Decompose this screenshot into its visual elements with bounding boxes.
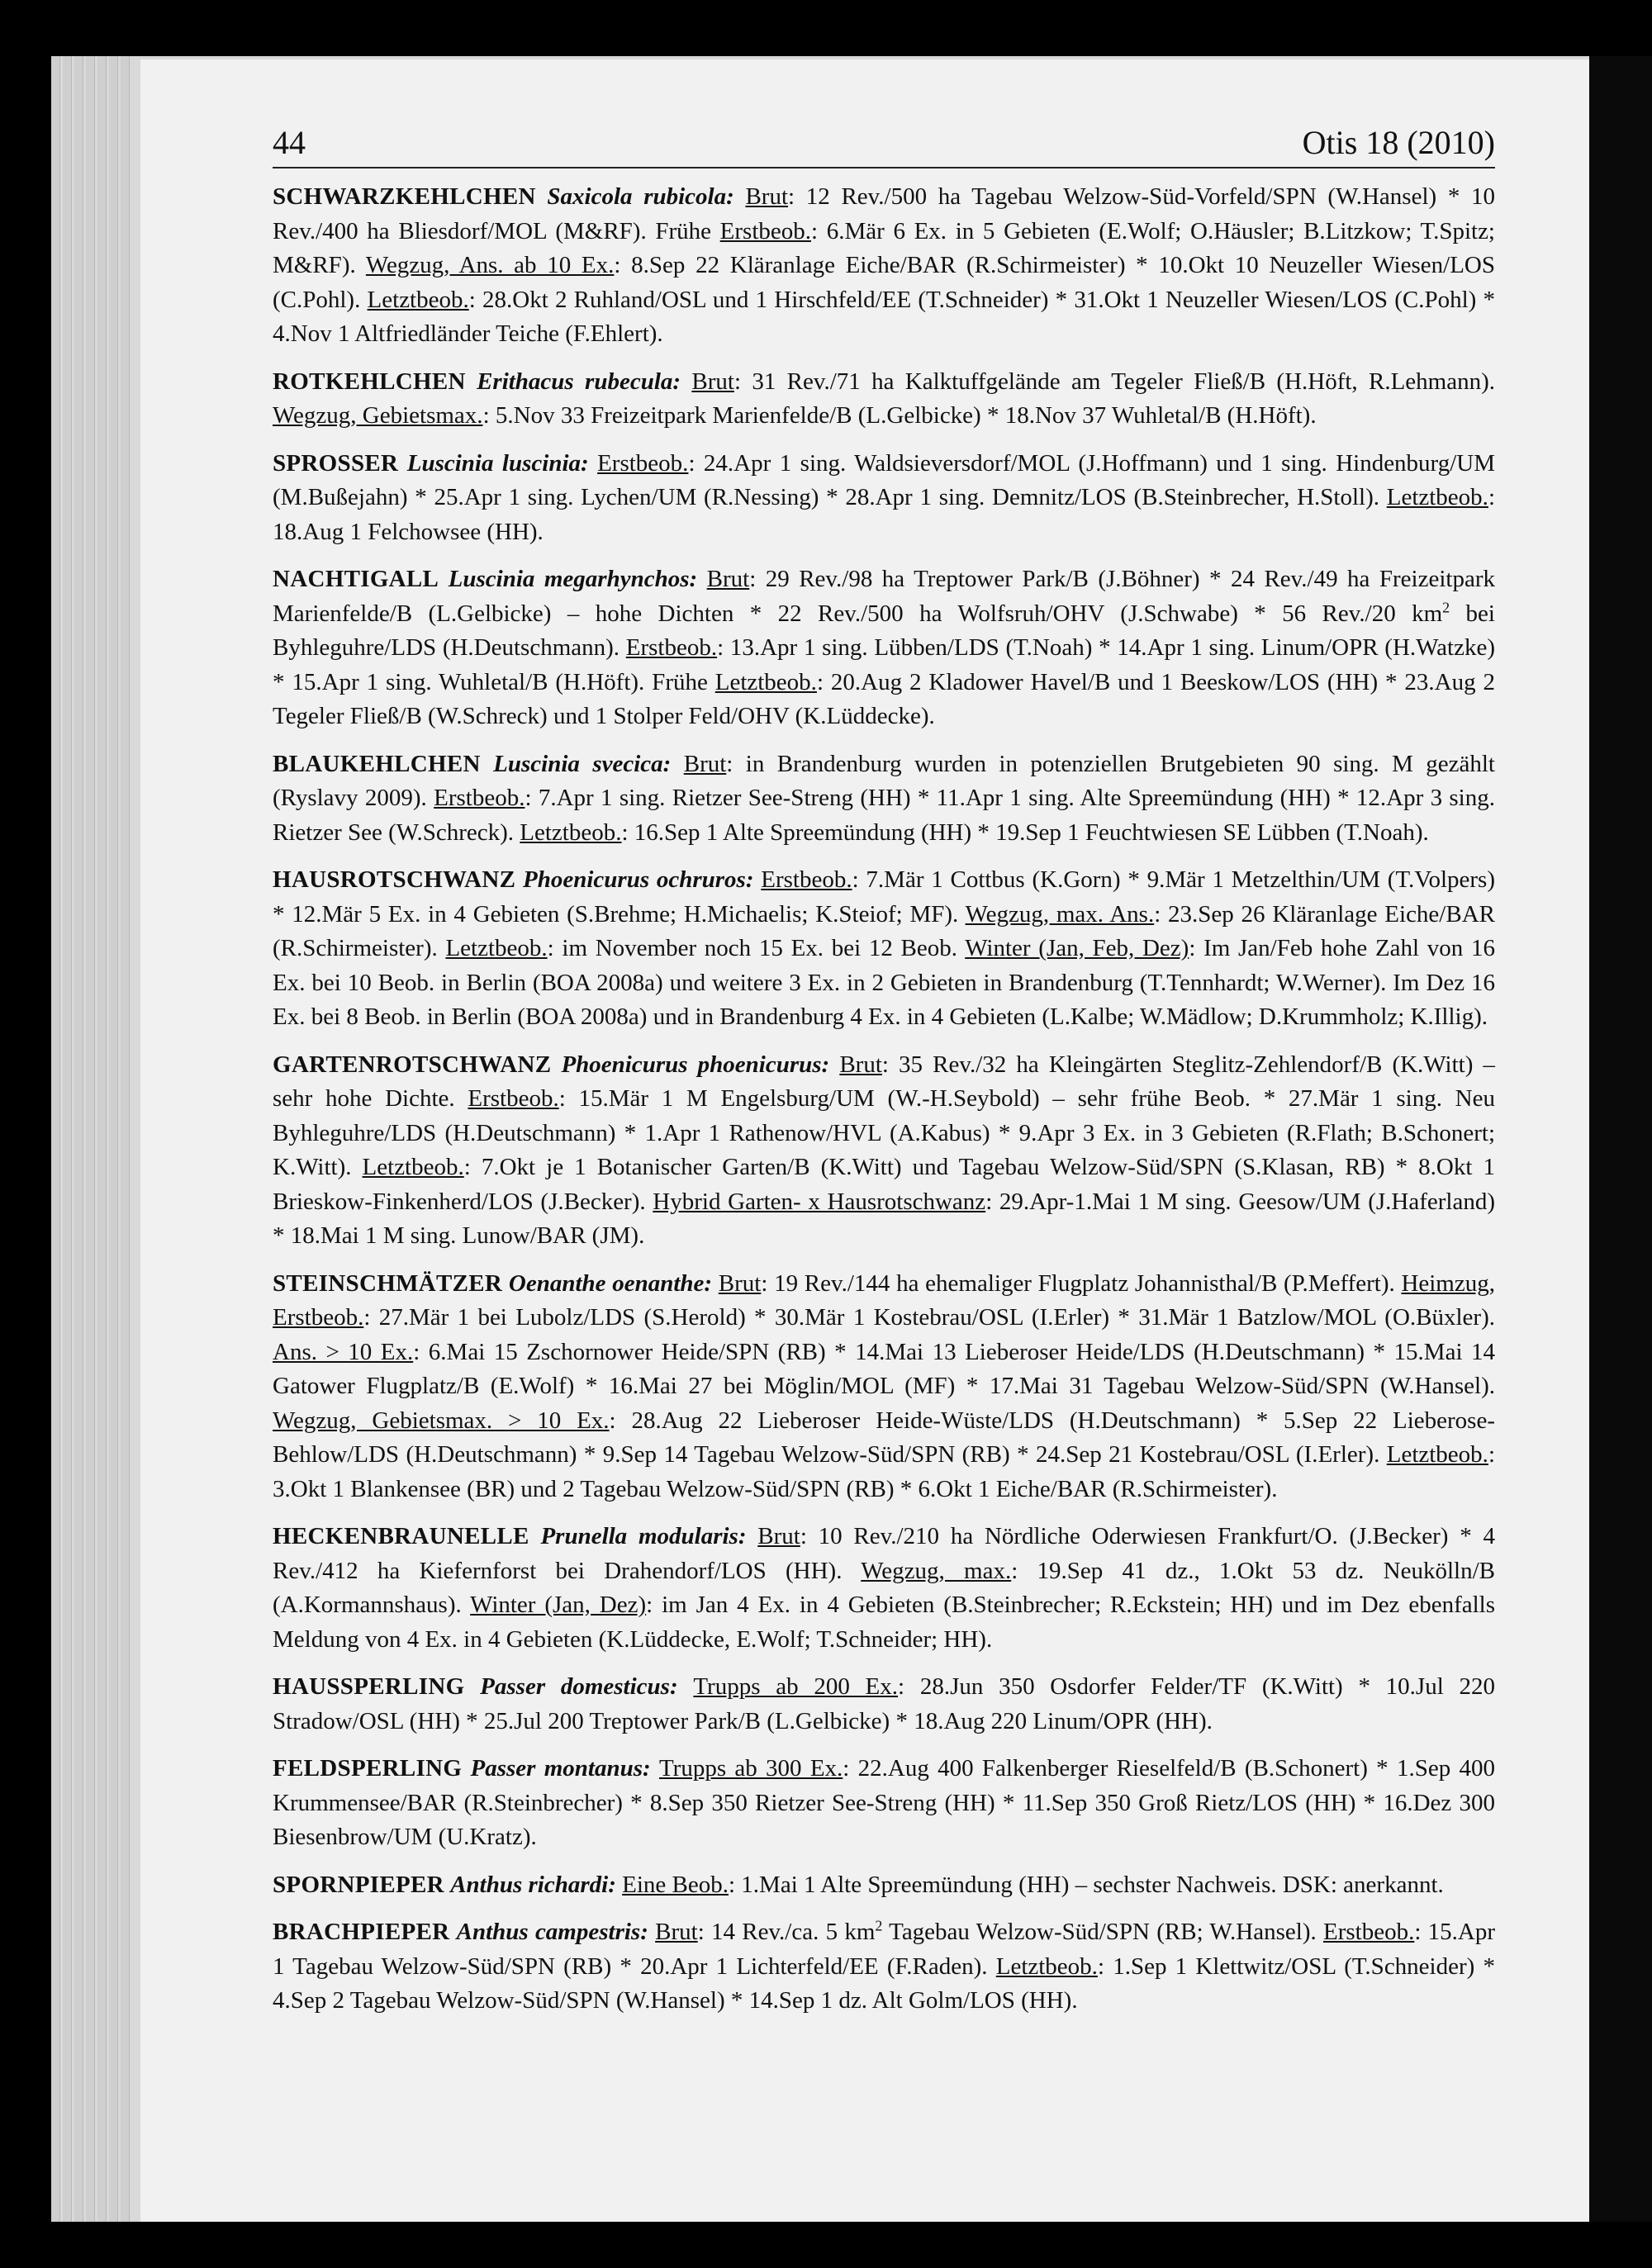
observation-text: : im Jan 4 Ex. in 4 Gebieten (B.Steinbrecher; R.Eckstein; HH) und im Dez ebenfalls Meldung von 4 Ex. in 4 Gebieten (K.Lüddecke, E.Wolf; T.Schneider; HH). [273,1592,1495,1653]
observation-text: : 7.Okt je 1 Botanischer Garten/B (K.Witt) und Tagebau Welzow-Süd/SPN (S.Klasan, RB) * 8.Okt 1 Brieskow-Finkenherd/LOS (J.Becker). [273,1154,1495,1215]
species-name: FELDSPERLING [273,1755,463,1782]
latin-name: Passer domesticus [480,1673,670,1700]
latin-name: Passer montanus [470,1755,643,1782]
category-label: Eine Beob. [622,1871,729,1898]
observation-text: : 7.Apr 1 sing. Rietzer See-Streng (HH) * 11.Apr 1 sing. Alte Spreemündung (HH) * 12.Apr 3 sing. Rietzer See (W.Schreck). [273,785,1495,846]
observation-text: : 28.Okt 2 Ruhland/OSL und 1 Hirschfeld/EE (T.Schneider) * 31.Okt 1 Neuzeller Wiesen/LOS (C.Pohl) * 4.Nov 1 Altfriedländer Teiche (F.Ehlert). [273,286,1495,347]
category-label: Letztbeob. [1386,484,1488,510]
category-label: Erstbeob. [468,1085,559,1112]
page-header [273,116,1495,168]
category-label: Erstbeob. [434,785,525,811]
page-edge [51,56,60,2222]
species-name: HECKENBRAUNELLE [273,1523,529,1549]
species-name: HAUSSPERLING [273,1673,465,1700]
observation-text: : 5.Nov 33 Freizeitpark Marienfelde/B (L.Gelbicke) * 18.Nov 37 Wuhletal/B (H.Höft). [482,402,1317,429]
observation-text: : 16.Sep 1 Alte Spreemündung (HH) * 19.Sep 1 Feuchtwiesen SE Lübben (T.Noah). [621,818,1429,846]
latin-name: Phoenicurus ochruros [523,866,746,893]
category-label: Trupps ab 200 Ex. [693,1673,899,1700]
category-label: Erstbeob. [761,866,852,893]
observation-text: : 28.Jun 350 Osdorfer Felder/TF (K.Witt) * 10.Jul 220 Stradow/OSL (HH) * 25.Jul 200 Treptower Park/B (L.Gelbicke) * 18.Aug 220 Linum/OPR (HH). [273,1673,1495,1734]
species-entry: GARTENROTSCHWANZ Phoenicurus phoenicurus: Brut: 35 Rev./32 ha Kleingärten Steglitz-Zehlendorf/B (K.Witt) – sehr hohe Dichte. Erstbeob.: 15.Mär 1 M Engelsburg/UM (W.-H.Seybold) – sehr frühe Beob. * 27.Mär 1 sing. Neu Byhleguhre/LDS (H.Deutschmann) * 1.Apr 1 Rathenow/HVL (A.Kabus) * 9.Apr 3 Ex. in 3 Gebieten (R.Flath; B.Schonert; K.Witt). Letztbeob.: 7.Okt je 1 Botanischer Garten/B (K.Witt) und Tagebau Welzow-Süd/SPN (S.Klasan, RB) * 8.Okt 1 Brieskow-Finkenherd/LOS (J.Becker). Hybrid Garten- x Hausrotschwanz: 29.Apr-1.Mai 1 M sing. Geesow/UM (J.Haferland) * 18.Mai 1 M sing. Lunow/BAR (JM). [273,1051,1495,1249]
binding-shadow [1589,56,1652,2222]
observation-text: Tagebau Welzow-Süd/SPN (RB; W.Hansel). [882,1919,1323,1945]
category-label: Letztbeob. [362,1154,464,1180]
observation-text: : 3.Okt 1 Blankensee (BR) und 2 Tagebau Welzow-Süd/SPN (RB) * 6.Okt 1 Eiche/BAR (R.Schirmeister). [273,1441,1495,1502]
observation-text: : 13.Apr 1 sing. Lübben/LDS (T.Noah) * 14.Apr 1 sing. Linum/OPR (H.Watzke) * 15.Apr 1 sing. Wuhletal/B (H.Höft). Frühe [273,634,1496,695]
category-label: Erstbeob. [625,634,718,661]
category-label: Erstbeob. [1322,1919,1415,1945]
observation-text: : 6.Mär 6 Ex. in 5 Gebieten (E.Wolf; O.Häusler; B.Litzkow; T.Spitz; M&RF). [273,217,1495,278]
species-entry: HAUSSPERLING Passer domesticus: Trupps ab 200 Ex.: 28.Jun 350 Osdorfer Felder/TF (K.Witt) * 10.Jul 220 Stradow/OSL (HH) * 25.Jul 200 Treptower Park/B (L.Gelbicke) * 18.Aug 220 Linum/OPR (HH). [273,1673,1495,1734]
observation-text: : 28.Aug 22 Lieberoser Heide-Wüste/LDS (H.Deutschmann) * 5.Sep 22 Lieberose-Behlow/LDS (H.Deutschmann) * 9.Sep 14 Tagebau Welzow-Süd/SPN (RB) * 24.Sep 21 Kostebrau/OSL (I.Erler). [273,1407,1495,1468]
observation-text: : 18.Aug 1 Felchowsee (HH). [273,484,1495,545]
latin-name: Anthus campestris [456,1919,641,1945]
observation-text: : 24.Apr 1 sing. Waldsieversdorf/MOL (J.Hoffmann) und 1 sing. Hindenburg/UM (M.Bußejahn) * 25.Apr 1 sing. Lychen/UM (R.Nessing) * 28.Apr 1 sing. Demnitz/LOS (B.Steinbrecher, H.Stoll). [273,449,1495,510]
page-edge [63,56,72,2222]
latin-name: Saxicola rubicola [547,183,727,210]
species-entry: HECKENBRAUNELLE Prunella modularis: Brut: 10 Rev./210 ha Nördliche Oderwiesen Frankfurt/O. (J.Becker) * 4 Rev./412 ha Kiefernforst bei Drahendorf/LOS (HH). Wegzug, max.: 19.Sep 41 dz., 1.Okt 53 dz. Neukölln/B (A.Kormannshaus). Winter (Jan, Dez): im Jan 4 Ex. in 4 Gebieten (B.Steinbrecher; R.Eckstein; HH) und im Dez ebenfalls Meldung von 4 Ex. in 4 Gebieten (K.Lüddecke, E.Wolf; T.Schneider; HH). [273,1523,1495,1653]
species-name: SCHWARZKEHLCHEN [273,183,536,210]
species-entry: STEINSCHMÄTZER Oenanthe oenanthe: Brut: 19 Rev./144 ha ehemaliger Flugplatz Johannisthal/B (P.Meffert). Heimzug, Erstbeob.: 27.Mär 1 bei Lubolz/LDS (S.Herold) * 30.Mär 1 Kostebrau/OSL (I.Erler) * 31.Mär 1 Batzlow/MOL (O.Büxler). Ans. > 10 Ex.: 6.Mai 15 Zschornower Heide/SPN (RB) * 14.Mai 13 Lieberoser Heide/LDS (H.Deutschmann) * 15.Mai 14 Gatower Flugplatz/B (E.Wolf) * 16.Mai 27 bei Möglin/MOL (MF) * 17.Mai 31 Tagebau Welzow-Süd/SPN (W.Hansel). Wegzug, Gebietsmax. > 10 Ex.: 28.Aug 22 Lieberoser Heide-Wüste/LDS (H.Deutschmann) * 5.Sep 22 Lieberose-Behlow/LDS (H.Deutschmann) * 9.Sep 14 Tagebau Welzow-Süd/SPN (RB) * 24.Sep 21 Kostebrau/OSL (I.Erler). Letztbeob.: 3.Okt 1 Blankensee (BR) und 2 Tagebau Welzow-Süd/SPN (RB) * 6.Okt 1 Eiche/BAR (R.Schirmeister). [273,1269,1495,1502]
category-label: Winter (Jan, Feb, Dez) [965,935,1189,961]
observation-text: : 29.Apr-1.Mai 1 M sing. Geesow/UM (J.Haferland) * 18.Mai 1 M sing. Lunow/BAR (JM). [273,1188,1495,1249]
category-label: Hybrid Garten- x Hausrotschwanz [653,1188,986,1215]
observation-text: : 23.Sep 26 Kläranlage Eiche/BAR (R.Schirmeister). [273,900,1495,961]
category-label: Letztbeob. [520,818,622,846]
species-entry: FELDSPERLING Passer montanus: Trupps ab 300 Ex.: 22.Aug 400 Falkenberger Rieselfeld/B (B.Schonert) * 1.Sep 400 Krummensee/BAR (R.Steinbrecher) * 8.Sep 350 Rietzer See-Streng (HH) * 11.Sep 350 Groß Rietz/LOS (HH) * 16.Dez 300 Biesenbrow/UM (U.Kratz). [273,1755,1495,1850]
observation-text: : 22.Aug 400 Falkenberger Rieselfeld/B (B.Schonert) * 1.Sep 400 Krummensee/BAR (R.Steinbrecher) * 8.Sep 350 Rietzer See-Streng (HH) * 11.Sep 350 Groß Rietz/LOS (HH) * 16.Dez 300 Biesenbrow/UM (U.Kratz). [273,1755,1495,1850]
species-name: SPROSSER [273,449,399,477]
page-edge [121,56,130,2222]
observation-text: : 19 Rev./144 ha ehemaliger Flugplatz Johannisthal/B (P.Meffert). [761,1269,1402,1297]
observation-text: : 10 Rev./210 ha Nördliche Oderwiesen Frankfurt/O. (J.Becker) * 4 Rev./412 ha Kiefernforst bei Drahendorf/LOS (HH). [273,1523,1495,1584]
category-label: Wegzug, max. Ans. [965,900,1155,928]
page-edge [109,56,118,2222]
species-name: BRACHPIEPER [273,1919,450,1945]
observation-text: : 1.Mai 1 Alte Spreemündung (HH) – sechster Nachweis. DSK: anerkannt. [728,1871,1444,1898]
category-label: Letztbeob. [445,935,548,961]
superscript: 2 [1442,598,1450,615]
species-entry: SPROSSER Luscinia luscinia: Erstbeob.: 24.Apr 1 sing. Waldsieversdorf/MOL (J.Hoffmann) und 1 sing. Hindenburg/UM (M.Bußejahn) * 25.Apr 1 sing. Lychen/UM (R.Nessing) * 28.Apr 1 sing. Demnitz/LOS (B.Steinbrecher, H.Stoll). Letztbeob.: 18.Aug 1 Felchowsee (HH). [273,449,1495,545]
observation-text: : in Brandenburg wurden in potenziellen Brutgebieten 90 sing. M gezählt (Ryslavy 2009). [273,750,1495,811]
species-entry: BRACHPIEPER Anthus campestris: Brut: 14 Rev./ca. 5 $km^2$ Tagebau Welzow-Süd/SPN (RB; W.Hansel). Erstbeob.: 15.Apr 1 Tagebau Welzow-Süd/SPN (RB) * 20.Apr 1 Lichterfeld/EE (F.Raden). Letztbeob.: 1.Sep 1 Klettwitz/OSL (T.Schneider) * 4.Sep 2 Tagebau Welzow-Süd/SPN (W.Hansel) * 14.Sep 1 dz. Alt Golm/LOS (HH). [273,1917,1495,2014]
observation-text: : 29 Rev./98 ha Treptower Park/B (J.Böhner) * 24 Rev./49 ha Freizeitpark Marienfelde/B (L.Gelbicke) – hohe Dichten * 22 Rev./500 ha Wolfsruh/OHV (J.Schwabe) * 56 Rev./20 km [273,566,1495,627]
latin-name: Luscinia svecica [493,750,663,777]
journal-title: Otis 18 (2010) [1302,124,1495,161]
observation-text: : im November noch 15 Ex. bei 12 Beob. [547,935,966,961]
category-label: Letztbeob. [1386,1441,1488,1468]
category-label: Brut [655,1919,698,1945]
species-name: NACHTIGALL [273,566,439,592]
category-label: Winter (Jan, Dez) [470,1592,647,1618]
species-entry: SPORNPIEPER Anthus richardi: Eine Beob.: 1.Mai 1 Alte Spreemündung (HH) – sechster Nachweis. DSK: anerkannt. [273,1871,1444,1898]
latin-name: Luscinia luscinia [406,449,581,477]
observation-text: : 14 Rev./ca. 5 km [697,1919,876,1945]
category-label: Brut [718,1269,762,1297]
observation-text: bei Byhleguhre/LDS (H.Deutschmann). [273,600,1495,661]
category-label: Ans. > 10 Ex. [273,1338,414,1365]
species-name: SPORNPIEPER [273,1871,444,1898]
observation-text: : 31 Rev./71 ha Kalktuffgelände am Tegeler Fließ/B (H.Höft, R.Lehmann). [733,368,1495,395]
species-name: BLAUKEHLCHEN [273,750,481,777]
category-label: Heimzug, Erstbeob. [273,1269,1495,1331]
observation-text: : 6.Mai 15 Zschornower Heide/SPN (RB) * 14.Mai 13 Lieberoser Heide/LDS (H.Deutschmann) * 15.Mai 14 Gatower Flugplatz/B (E.Wolf) * 16.Mai 27 bei Möglin/MOL (MF) * 17.Mai 31 Tagebau Welzow-Süd/SPN (W.Hansel). [273,1338,1495,1399]
category-label: Brut [683,750,727,777]
observation-text: : 7.Mär 1 Cottbus (K.Gorn) * 9.Mär 1 Metzelthin/UM (T.Volpers) * 12.Mär 5 Ex. in 4 Gebieten (S.Brehme; H.Michaelis; K.Steiof; MF). [273,866,1495,928]
latin-name: Erithacus rubecula [477,368,673,395]
species-entry: NACHTIGALL Luscinia megarhynchos: Brut: 29 Rev./98 ha Treptower Park/B (J.Böhner) * 24 Rev./49 ha Freizeitpark Marienfelde/B (L.Gelbicke) – hohe Dichten * 22 Rev./500 ha Wolfsruh/OHV (J.Schwabe) * 56 Rev./20 $km^2$ bei Byhleguhre/LDS (H.Deutschmann). Erstbeob.: 13.Apr 1 sing. Lübben/LDS (T.Noah) * 14.Apr 1 sing. Linum/OPR (H.Watzke) * 15.Apr 1 sing. Wuhletal/B (H.Höft). Frühe Letztbeob.: 20.Aug 2 Kladower Havel/B und 1 Beeskow/LOS (HH) * 23.Aug 2 Tegeler Fließ/B (W.Schreck) und 1 Stolper Feld/OHV (K.Lüddecke). [273,566,1496,729]
page-number: 44 [273,124,306,161]
category-label: Letztbeob. [714,668,817,695]
species-entry: BLAUKEHLCHEN Luscinia svecica: Brut: in Brandenburg wurden in potenziellen Brutgebieten 90 sing. M gezählt (Ryslavy 2009). Erstbeob.: 7.Apr 1 sing. Rietzer See-Streng (HH) * 11.Apr 1 sing. Alte Spreemündung (HH) * 12.Apr 3 sing. Rietzer See (W.Schreck). Letztbeob.: 16.Sep 1 Alte Spreemündung (HH) * 19.Sep 1 Feuchtwiesen SE Lübben (T.Noah). [273,750,1495,846]
category-label: Wegzug, max. [861,1557,1012,1584]
latin-name: Oenanthe oenanthe [508,1269,705,1297]
species-name: HAUSROTSCHWANZ [273,866,516,893]
latin-name: Prunella modularis [540,1523,738,1549]
superscript: 2 [875,1917,883,1934]
observation-text: : 12 Rev./500 ha Tagebau Welzow-Süd-Vorfeld/SPN (W.Hansel) * 10 Rev./400 ha Bliesdorf/MOL (M&RF). Frühe [273,183,1496,244]
category-label: Brut [757,1523,800,1549]
observation-text: : 15.Mär 1 M Engelsburg/UM (W.-H.Seybold) – sehr frühe Beob. * 27.Mär 1 sing. Neu Byhleguhre/LDS (H.Deutschmann) * 1.Apr 1 Rathenow/HVL (A.Kabus) * 9.Apr 3 Ex. in 3 Gebieten (R.Flath; B.Schonert; K.Witt). [273,1085,1495,1180]
latin-name: Anthus richardi [450,1871,609,1898]
observation-text: : 8.Sep 22 Kläranlage Eiche/BAR (R.Schirmeister) * 10.Okt 10 Neuzeller Wiesen/LOS (C.Pohl). [273,252,1495,313]
category-label: Brut [745,183,789,210]
category-label: Letztbeob. [367,286,469,313]
article-body [273,180,1495,2032]
category-label: Brut [839,1051,882,1078]
species-entry: HAUSROTSCHWANZ Phoenicurus ochruros: Erstbeob.: 7.Mär 1 Cottbus (K.Gorn) * 9.Mär 1 Metzelthin/UM (T.Volpers) * 12.Mär 5 Ex. in 4 Gebieten (S.Brehme; H.Michaelis; K.Steiof; MF). Wegzug, max. Ans.: 23.Sep 26 Kläranlage Eiche/BAR (R.Schirmeister). Letztbeob.: im November noch 15 Ex. bei 12 Beob. Winter (Jan, Feb, Dez): Im Jan/Feb hohe Zahl von 16 Ex. bei 10 Beob. in Berlin (BOA 2008a) und weitere 3 Ex. in 2 Gebieten in Brandenburg (T.Tennhardt; W.Werner). Im Dez 16 Ex. bei 8 Beob. in Berlin (BOA 2008a) und in Brandenburg 4 Ex. in 4 Gebieten (L.Kalbe; W.Mädlow; D.Krummholz; K.Illig). [273,866,1495,1030]
observation-text: : 20.Aug 2 Kladower Havel/B und 1 Beeskow/LOS (HH) * 23.Aug 2 Tegeler Fließ/B (W.Schreck) und 1 Stolper Feld/OHV (K.Lüddecke). [273,668,1495,729]
category-label: Erstbeob. [597,449,689,477]
species-name: GARTENROTSCHWANZ [273,1051,552,1078]
species-name: STEINSCHMÄTZER [273,1269,503,1297]
species-entry: SCHWARZKEHLCHEN Saxicola rubicola: Brut: 12 Rev./500 ha Tagebau Welzow-Süd-Vorfeld/SPN (W.Hansel) * 10 Rev./400 ha Bliesdorf/MOL (M&RF). Frühe Erstbeob.: 6.Mär 6 Ex. in 5 Gebieten (E.Wolf; O.Häusler; B.Litzkow; T.Spitz; M&RF). Wegzug, Ans. ab 10 Ex.: 8.Sep 22 Kläranlage Eiche/BAR (R.Schirmeister) * 10.Okt 10 Neuzeller Wiesen/LOS (C.Pohl). Letztbeob.: 28.Okt 2 Ruhland/OSL und 1 Hirschfeld/EE (T.Schneider) * 31.Okt 1 Neuzeller Wiesen/LOS (C.Pohl) * 4.Nov 1 Altfriedländer Teiche (F.Ehlert). [273,183,1496,347]
latin-name: Luscinia megarhynchos [448,566,690,592]
observation-text: : 35 Rev./32 ha Kleingärten Steglitz-Zehlendorf/B (K.Witt) – sehr hohe Dichte. [273,1051,1495,1112]
category-label: Letztbeob. [995,1952,1098,1980]
category-label: Brut [691,368,734,395]
observation-text: : Im Jan/Feb hohe Zahl von 16 Ex. bei 10 Beob. in Berlin (BOA 2008a) und weitere 3 Ex. in 2 Gebieten in Brandenburg (T.Tennhardt; W.Werner). Im Dez 16 Ex. bei 8 Beob. in Berlin (BOA 2008a) und in Brandenburg 4 Ex. in 4 Gebieten (L.Kalbe; W.Mädlow; D.Krummholz; K.Illig). [273,935,1495,1030]
category-label: Erstbeob. [719,217,812,244]
observation-text: : 15.Apr 1 Tagebau Welzow-Süd/SPN (RB) * 20.Apr 1 Lichterfeld/EE (F.Raden). [273,1919,1495,1980]
observation-text: : 19.Sep 41 dz., 1.Okt 53 dz. Neukölln/B (A.Kormannshaus). [273,1557,1495,1618]
category-label: Wegzug, Gebietsmax. [273,402,483,429]
species-name: ROTKEHLCHEN [273,368,466,395]
category-label: Wegzug, Gebietsmax. > 10 Ex. [273,1407,610,1434]
category-label: Trupps ab 300 Ex. [658,1755,843,1782]
latin-name: Phoenicurus phoenicurus [561,1051,822,1078]
page-edge [74,56,83,2222]
category-label: Wegzug, Ans. ab 10 Ex. [365,252,615,278]
observation-text: : 1.Sep 1 Klettwitz/OSL (T.Schneider) * 4.Sep 2 Tagebau Welzow-Süd/SPN (W.Hansel) * 14.Sep 1 dz. Alt Golm/LOS (HH). [273,1952,1495,2014]
species-entry: ROTKEHLCHEN Erithacus rubecula: Brut: 31 Rev./71 ha Kalktuffgelände am Tegeler Fließ/B (H.Höft, R.Lehmann). Wegzug, Gebietsmax.: 5.Nov 33 Freizeitpark Marienfelde/B (L.Gelbicke) * 18.Nov 37 Wuhletal/B (H.Höft). [273,368,1495,429]
observation-text: : 27.Mär 1 bei Lubolz/LDS (S.Herold) * 30.Mär 1 Kostebrau/OSL (I.Erler) * 31.Mär 1 Batzlow/MOL (O.Büxler). [363,1304,1495,1331]
page-edge [86,56,95,2222]
page-edge [97,56,107,2222]
category-label: Brut [706,566,750,592]
